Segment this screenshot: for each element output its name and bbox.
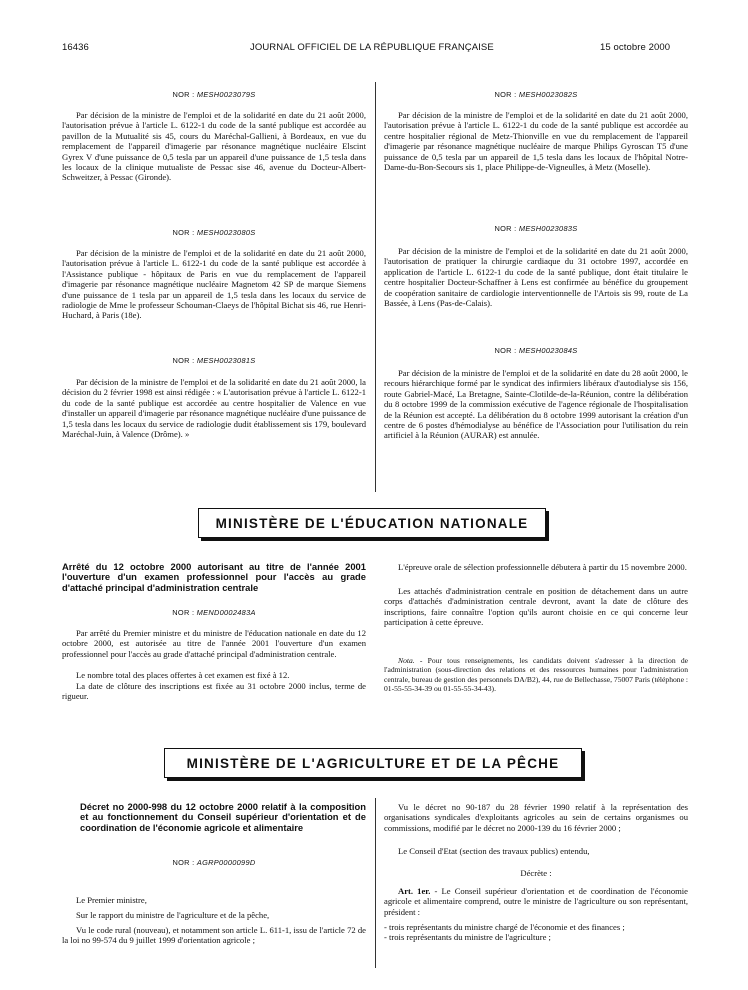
decret-paragraph: Le Premier ministre, [76,895,147,905]
decision-paragraph: Par décision de la ministre de l'emploi et de la solidarité en date du 28 août 2000, le recours hiérarchique formé par le syndicat des infirmiers libéraux d'autodialyse sis 156, route Gabriel-Macé, La Bretagne, Sainte-Clotilde-de-la-Réunion, contre la délibération du 8 octobre 1999 de la commission exécutive de l'agence régionale de l'hospitalisation de la Réunion est accepté. La délibération du 8 octobre 1999 autorisant la création d'un centre de 6 postes d'hémodialyse au bénéfice de l'Association pour l'utilisation du rein artificiel à la Réunion (AURAR) est annulée. [384,368,688,441]
arrete-title: Arrêté du 12 octobre 2000 autorisant au titre de l'année 2001 l'ouverture d'un examen professionnel pour l'accès au grade d'attaché principal d'administration centrale [62,561,366,593]
page-number: 16436 [62,42,89,53]
arrete-paragraph: La date de clôture des inscriptions est fixée au 31 octobre 2000 inclus, terme de rigueur. [62,681,366,702]
decision-paragraph: Par décision de la ministre de l'emploi et de la solidarité en date du 21 août 2000, l'autorisation prévue à l'article L. 6122-1 du code de la santé publique est accordée au centre hospitalier régional de Metz-Thionville en vue du remplacement de l'appareil d'imagerie par résonance magnétique nucléaire de marque Philips Gyroscan T5 d'une puissance de 0,5 tesla par un appareil de 1,5 tesla dans les locaux de l'hôpital Notre-Dame-du-Bon-Secours sis 1, place Philippe-de-Vigneulles, à Metz (Moselle). [384,110,688,173]
article-1: Art. 1er. - Le Conseil supérieur d'orientation et de coordination de l'économie agricole et alimentaire comprend, outre le ministre de l'agriculture ou son représentant, président : [384,886,689,917]
nor-reference: NOR : MESH0023081S [172,356,256,365]
decret-title: Décret no 2000-998 du 12 octobre 2000 relatif à la composition et au fonctionnement du Conseil supérieur d'orientation et de coordination de l'économie agricole et alimentaire [80,801,366,833]
nor-reference: NOR : AGRP0000099D [172,858,256,867]
decision-paragraph: Par décision de la ministre de l'emploi et de la solidarité en date du 21 août 2000, l'autorisation de pratiquer la chirurgie cardiaque du 31 octobre 1997, accordée en application de l'article L. 6122-1 du code de la santé publique, dont était titulaire le centre hospitalier Docteur-Schaffner à Lens est confirmée au bénéfice du groupement de coopération sanitaire de cardiologie interventionnelle de l'Artois sis 99, route de La Bassée, à Lens (Pas-de-Calais). [384,246,688,309]
ministry-education-heading: MINISTÈRE DE L'ÉDUCATION NATIONALE [198,508,546,538]
list-item: - trois représentants du ministre de l'agriculture ; [384,932,551,943]
nor-reference: NOR : MESH0023080S [172,228,256,237]
decret-paragraph: Vu le code rural (nouveau), et notamment son article L. 611-1, issu de l'article 72 de la loi no 99-574 du 9 juillet 1999 d'orientation agricole ; [62,925,366,946]
decret-paragraph: Le Conseil d'Etat (section des travaux publics) entendu, [398,846,590,856]
header-date: 15 octobre 2000 [600,42,671,53]
journal-title: JOURNAL OFFICIEL DE LA RÉPUBLIQUE FRANÇAISE [250,42,494,53]
nor-reference: NOR : MESH0023083S [494,224,578,233]
arrete-paragraph: Par arrêté du Premier ministre et du ministre de l'éducation nationale en date du 12 octobre 2000, est autorisée au titre de l'année 2001 l'ouverture d'un examen professionnel pour l'accès au grade d'attaché principal d'administration centrale. [62,628,366,659]
column-divider [375,798,376,968]
decision-paragraph: Par décision de la ministre de l'emploi et de la solidarité en date du 21 août 2000, l'autorisation prévue à l'article L. 6122-1 du code de la santé publique est accordée au pavillon de la Mutualité sis 45, cours du Maréchal-Gallieni, à Bordeaux, en vue du remplacement de l'appareil d'imagerie par résonance magnétique nucléaire Elscint Gyrex V d'une puissance de 0,5 tesla par un appareil d'une puissance de 1,5 tesla dans les locaux de la clinique mutualiste de Pessac sise 46, avenue du Docteur-Albert-Schweitzer, à Pessac (Gironde). [62,110,366,183]
nor-reference: NOR : MESH0023082S [494,90,578,99]
nor-reference: NOR : MEND0002483A [172,608,256,617]
decrete-heading: Décrète : [520,868,552,878]
nota-paragraph: Nota. - Pour tous renseignements, les candidats doivent s'adresser à la direction de l'administration (sous-direction des relations et des ressources humaines pour l'administration centrale, bureau de gestion des personnels DA/B2), 44, rue de Bellechasse, 75007 Paris (téléphone : 01-55-55-34-39 ou 01-55-55-34-43). [384,656,688,694]
arrete-paragraph: Les attachés d'administration centrale en position de détachement dans un autre corps d'attachés d'administration centrale devront, avant la date de clôture des inscriptions, faire connaître l'option qu'ils auront choisie en ce qui concerne leur participation à cette épreuve. [384,586,688,628]
ministry-agriculture-heading: MINISTÈRE DE L'AGRICULTURE ET DE LA PÊCHE [164,748,582,778]
article-list [384,922,688,943]
nor-reference: NOR : MESH0023084S [494,346,578,355]
arrete-paragraph: Le nombre total des places offertes à cet examen est fixé à 12. [76,670,290,680]
arrete-paragraph: L'épreuve orale de sélection professionnelle débutera à partir du 15 novembre 2000. [398,562,687,572]
decision-paragraph: Par décision de la ministre de l'emploi et de la solidarité en date du 21 août 2000, l'autorisation prévue à l'article L. 6122-1 du code de la santé publique est accordée à l'Assistance publique - hôpitaux de Paris en vue du remplacement de l'appareil d'imagerie par résonance magnétique nucléaire Magnetom 42 SP de marque Siemens d'une puissance de 1 tesla par un appareil de 1,5 tesla dans les locaux du service de radiologie de Mme le professeur Schouman-Claeys de l'hôpital Bichat sis 46, rue Henri-Huchard, à Paris (18e). [62,248,366,321]
decret-paragraph: Sur le rapport du ministre de l'agriculture et de la pêche, [76,910,270,920]
list-item: - trois représentants du ministre chargé de l'économie et des finances ; [384,922,625,932]
decision-paragraph: Par décision de la ministre de l'emploi et de la solidarité en date du 21 août 2000, la décision du 2 février 1998 est ainsi rédigée : « L'autorisation prévue à l'article L. 6122-1 du code de la santé publique est accordée au centre hospitalier de Valence en vue d'installer un appareil d'imagerie par résonance magnétique nucléaire d'une puissance de 1,5 tesla dans les locaux du service de radiologie dudit établissement sis 179, boulevard Maréchal-Juin, à Valence (Drôme). » [62,377,366,440]
nor-reference: NOR : MESH0023079S [172,90,256,99]
decret-paragraph: Vu le décret no 90-187 du 28 février 1990 relatif à la représentation des organisations syndicales d'exploitants agricoles au sein de certains organismes ou commissions, modifié par le décret no 2000-139 du 16 février 2000 ; [384,802,688,833]
column-divider [375,82,376,492]
